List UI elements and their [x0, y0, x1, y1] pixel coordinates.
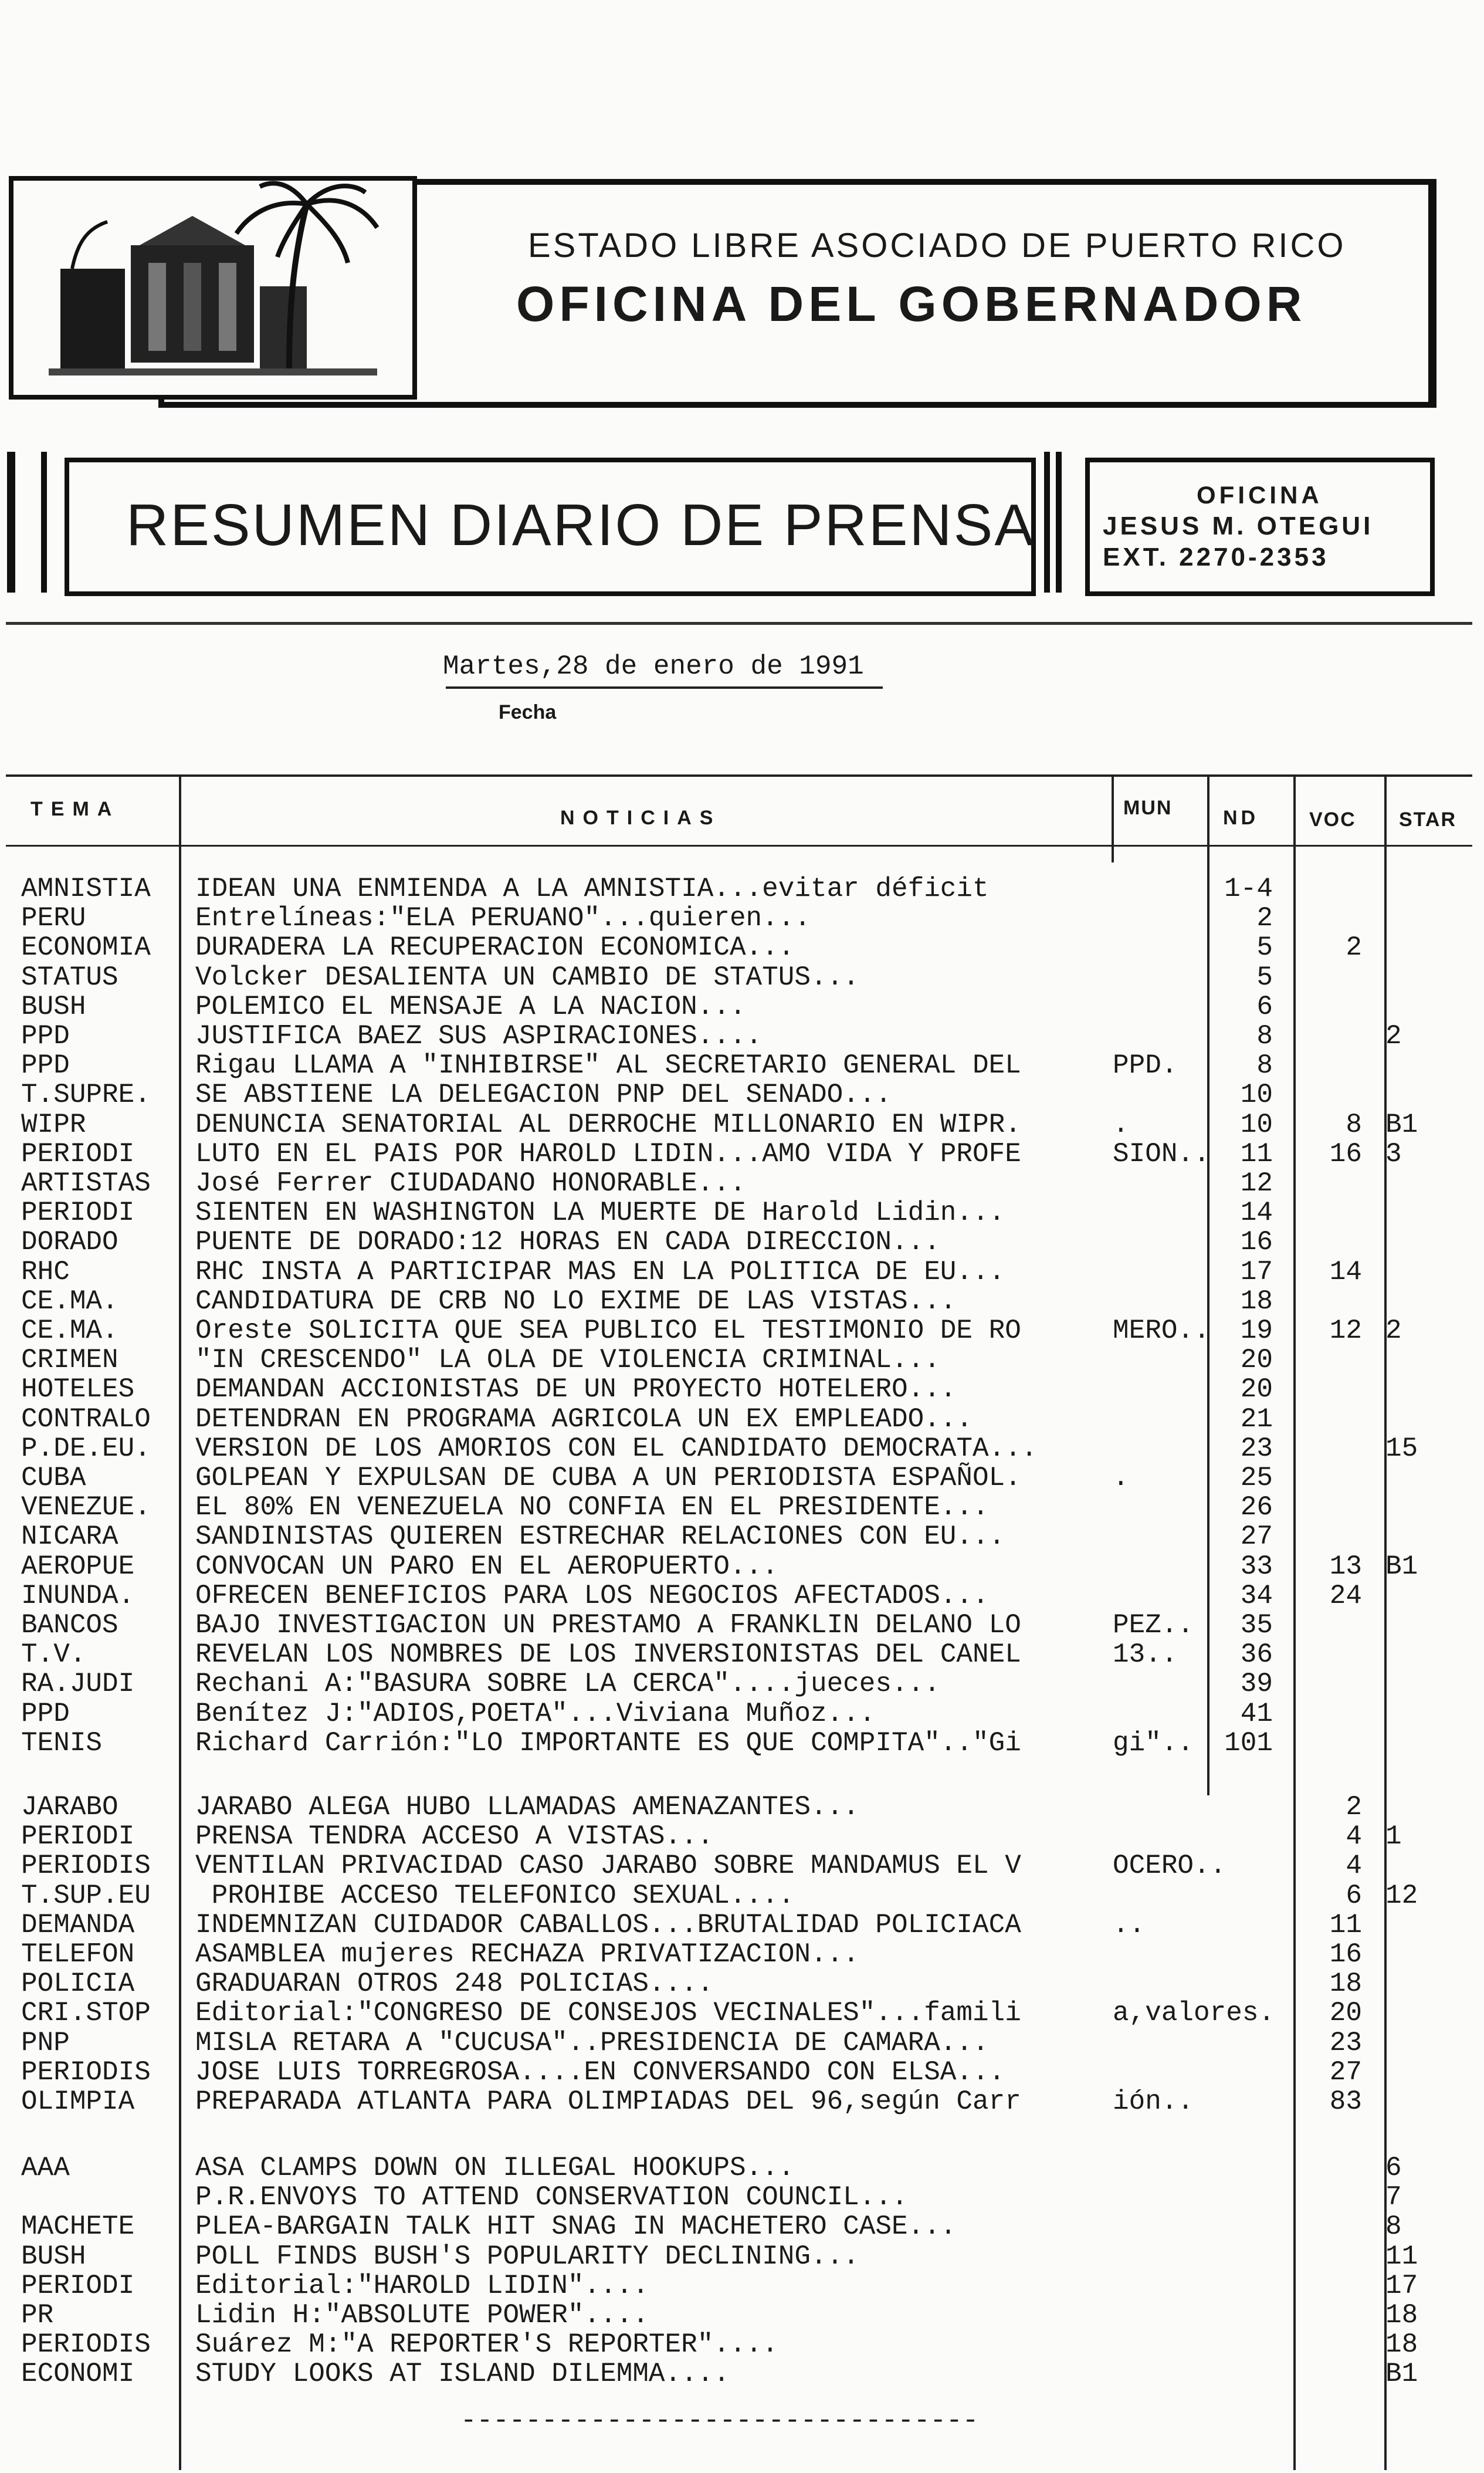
- row-voc: 27: [1329, 2057, 1362, 2088]
- row-noticia: OFRECEN BENEFICIOS PARA LOS NEGOCIOS AFECTADOS...: [195, 1581, 989, 1611]
- row-nd: 39: [1240, 1669, 1273, 1699]
- row-nd: 20: [1240, 1345, 1273, 1375]
- row-noticia: LUTO EN EL PAIS POR HAROLD LIDIN...AMO VIDA Y PROFE: [195, 1139, 1021, 1169]
- row-noticia: JUSTIFICA BAEZ SUS ASPIRACIONES....: [195, 1021, 763, 1051]
- row-tema: BANCOS: [21, 1610, 118, 1640]
- row-noticia: ASA CLAMPS DOWN ON ILLEGAL HOOKUPS...: [195, 2153, 795, 2183]
- row-star: 17: [1385, 2271, 1418, 2301]
- row-tema: T.SUP.EU: [21, 1880, 151, 1911]
- row-noticia: GRADUARAN OTROS 248 POLICIAS....: [195, 1968, 714, 1999]
- row-star: 2: [1385, 1315, 1402, 1346]
- row-noticia: SIENTEN EN WASHINGTON LA MUERTE DE Harold Lidin...: [195, 1197, 1005, 1228]
- row-tema: PR: [21, 2300, 54, 2330]
- row-tema: STATUS: [21, 962, 118, 993]
- row-tema: BUSH: [21, 992, 86, 1022]
- row-nd: 23: [1240, 1433, 1273, 1464]
- row-tema: ARTISTAS: [21, 1168, 151, 1199]
- row-noticia: Volcker DESALIENTA UN CAMBIO DE STATUS...: [195, 962, 859, 993]
- row-voc: 83: [1329, 2086, 1362, 2117]
- row-noticia: STUDY LOOKS AT ISLAND DILEMMA....: [195, 2359, 730, 2389]
- row-tema: RHC: [21, 1257, 70, 1287]
- row-tema: VENEZUE.: [21, 1492, 151, 1523]
- row-noticia: JARABO ALEGA HUBO LLAMADAS AMENAZANTES...: [195, 1792, 859, 1822]
- row-voc: 2: [1346, 1792, 1362, 1822]
- row-noticia: POLL FINDS BUSH'S POPULARITY DECLINING...: [195, 2241, 859, 2272]
- table-top-rule: [6, 774, 1472, 777]
- row-nd: 19: [1240, 1315, 1273, 1346]
- row-tema: PERIODIS: [21, 2057, 151, 2088]
- row-nd: 8: [1256, 1021, 1273, 1051]
- row-mun-overflow: a,valores.: [1113, 1998, 1275, 2028]
- row-star: 3: [1385, 1139, 1402, 1169]
- row-noticia: Richard Carrión:"LO IMPORTANTE ES QUE COMPITA".."Gi: [195, 1728, 1021, 1758]
- row-tema: WIPR: [21, 1109, 86, 1140]
- header-tema: TEMA: [31, 798, 120, 820]
- resumen-title: RESUMEN DIARIO DE PRENSA: [126, 492, 1036, 558]
- band-bar: [1056, 452, 1062, 593]
- row-nd: 21: [1240, 1404, 1273, 1435]
- row-noticia: VENTILAN PRIVACIDAD CASO JARABO SOBRE MANDAMUS EL V: [195, 1850, 1021, 1881]
- row-star: 8: [1385, 2211, 1402, 2242]
- row-mun-overflow: ..: [1113, 1910, 1146, 1940]
- header-noticias: NOTICIAS: [560, 807, 721, 829]
- row-noticia: MISLA RETARA A "CUCUSA"..PRESIDENCIA DE CAMARA...: [195, 2028, 989, 2058]
- row-nd: 2: [1256, 903, 1273, 933]
- column-divider: [1293, 774, 1296, 2470]
- row-nd: 36: [1240, 1639, 1273, 1670]
- row-voc: 4: [1346, 1850, 1362, 1881]
- row-tema: POLICIA: [21, 1968, 135, 1999]
- row-star: 2: [1385, 1021, 1402, 1051]
- row-noticia: VERSION DE LOS AMORIOS CON EL CANDIDATO DEMOCRATA...: [195, 1433, 1038, 1464]
- row-noticia: PUENTE DE DORADO:12 HORAS EN CADA DIRECCION...: [195, 1227, 940, 1257]
- row-noticia: JOSE LUIS TORREGROSA....EN CONVERSANDO CON ELSA...: [195, 2057, 1005, 2088]
- row-tema: AEROPUE: [21, 1551, 135, 1582]
- date-underline: [446, 686, 883, 689]
- row-tema: DEMANDA: [21, 1910, 135, 1940]
- row-noticia: SANDINISTAS QUIEREN ESTRECHAR RELACIONES CON EU...: [195, 1521, 1005, 1552]
- row-nd: 10: [1240, 1109, 1273, 1140]
- band-bar: [1044, 452, 1050, 593]
- row-star: 1: [1385, 1821, 1402, 1852]
- row-noticia: Editorial:"HAROLD LIDIN"....: [195, 2271, 649, 2301]
- row-tema: PNP: [21, 2028, 70, 2058]
- row-nd: 6: [1256, 992, 1273, 1022]
- row-star: 12: [1385, 1880, 1418, 1911]
- date-label: Fecha: [499, 701, 557, 723]
- table-header-rule: [6, 845, 1472, 847]
- row-nd: 5: [1256, 962, 1273, 993]
- row-tema: PERIODI: [21, 1197, 135, 1228]
- row-star: B1: [1385, 1109, 1418, 1140]
- row-nd: 17: [1240, 1257, 1273, 1287]
- row-star: B1: [1385, 1551, 1418, 1582]
- org-name-line1: ESTADO LIBRE ASOCIADO DE PUERTO RICO: [528, 226, 1346, 265]
- row-noticia: SE ABSTIENE LA DELEGACION PNP DEL SENADO...: [195, 1080, 892, 1110]
- header-nd: ND: [1223, 807, 1259, 829]
- office-contact-name: JESUS M. OTEGUI: [1103, 512, 1374, 540]
- row-noticia: DURADERA LA RECUPERACION ECONOMICA...: [195, 932, 795, 963]
- row-noticia: José Ferrer CIUDADANO HONORABLE...: [195, 1168, 746, 1199]
- row-nd: 33: [1240, 1551, 1273, 1582]
- row-noticia: IDEAN UNA ENMIENDA A LA AMNISTIA...evitar déficit: [195, 874, 989, 904]
- band-bar: [7, 452, 15, 593]
- row-nd: 14: [1240, 1197, 1273, 1228]
- row-tema: PERU: [21, 903, 86, 933]
- row-nd: 20: [1240, 1374, 1273, 1405]
- row-mun-overflow: gi"..: [1113, 1728, 1194, 1758]
- row-mun-overflow: .: [1113, 1463, 1129, 1493]
- row-noticia: "IN CRESCENDO" LA OLA DE VIOLENCIA CRIMINAL...: [195, 1345, 940, 1375]
- row-tema: CE.MA.: [21, 1286, 118, 1317]
- row-mun-overflow: OCERO..: [1113, 1850, 1226, 1881]
- row-noticia: Suárez M:"A REPORTER'S REPORTER"....: [195, 2329, 778, 2360]
- row-tema: INUNDA.: [21, 1581, 135, 1611]
- row-tema: MACHETE: [21, 2211, 135, 2242]
- row-tema: CUBA: [21, 1463, 86, 1493]
- date-value: Martes,28 de enero de 1991: [443, 651, 864, 682]
- row-mun-overflow: PPD.: [1113, 1050, 1178, 1081]
- row-tema: NICARA: [21, 1521, 118, 1552]
- row-mun-overflow: PEZ..: [1113, 1610, 1194, 1640]
- row-tema: CRI.STOP: [21, 1998, 151, 2028]
- row-noticia: DENUNCIA SENATORIAL AL DERROCHE MILLONARIO EN WIPR.: [195, 1109, 1021, 1140]
- row-star: 11: [1385, 2241, 1418, 2272]
- row-voc: 6: [1346, 1880, 1362, 1911]
- row-star: 7: [1385, 2182, 1402, 2212]
- row-noticia: Rigau LLAMA A "INHIBIRSE" AL SECRETARIO GENERAL DEL: [195, 1050, 1021, 1081]
- row-nd: 27: [1240, 1521, 1273, 1552]
- header-voc: VOC: [1309, 808, 1356, 831]
- row-nd: 18: [1240, 1286, 1273, 1317]
- row-nd: 35: [1240, 1610, 1273, 1640]
- row-voc: 8: [1346, 1109, 1362, 1140]
- office-extension: EXT. 2270-2353: [1103, 543, 1329, 571]
- row-tema: T.V.: [21, 1639, 86, 1670]
- row-noticia: P.R.ENVOYS TO ATTEND CONSERVATION COUNCIL...: [195, 2182, 908, 2212]
- row-nd: 11: [1240, 1139, 1273, 1169]
- row-nd: 12: [1240, 1168, 1273, 1199]
- row-tema: RA.JUDI: [21, 1669, 135, 1699]
- row-noticia: EL 80% EN VENEZUELA NO CONFIA EN EL PRESIDENTE...: [195, 1492, 989, 1523]
- row-nd: 5: [1256, 932, 1273, 963]
- logo: [9, 176, 417, 400]
- row-tema: ECONOMIA: [21, 932, 151, 963]
- row-noticia: Benítez J:"ADIOS,POETA"...Viviana Muñoz...: [195, 1699, 876, 1729]
- row-voc: 18: [1329, 1968, 1362, 1999]
- row-voc: 24: [1329, 1581, 1362, 1611]
- building-palm-engraving-icon: [13, 181, 412, 395]
- row-tema: JARABO: [21, 1792, 118, 1822]
- row-voc: 11: [1329, 1910, 1362, 1940]
- row-star: B1: [1385, 2359, 1418, 2389]
- row-star: 18: [1385, 2329, 1418, 2360]
- row-tema: T.SUPRE.: [21, 1080, 151, 1110]
- row-nd: 34: [1240, 1581, 1273, 1611]
- row-noticia: Lidin H:"ABSOLUTE POWER"....: [195, 2300, 649, 2330]
- footer-rule: --------------------------------: [460, 2406, 979, 2436]
- row-tema: TELEFON: [21, 1939, 135, 1970]
- office-label: OFICINA: [1197, 481, 1323, 509]
- row-voc: 23: [1329, 2028, 1362, 2058]
- row-tema: HOTELES: [21, 1374, 135, 1405]
- row-tema: CONTRALO: [21, 1404, 151, 1435]
- row-voc: 12: [1329, 1315, 1362, 1346]
- row-noticia: DETENDRAN EN PROGRAMA AGRICOLA UN EX EMPLEADO...: [195, 1404, 973, 1435]
- row-tema: AMNISTIA: [21, 874, 151, 904]
- row-noticia: Rechani A:"BASURA SOBRE LA CERCA"....jueces...: [195, 1669, 940, 1699]
- row-voc: 14: [1329, 1257, 1362, 1287]
- row-tema: PERIODI: [21, 1821, 135, 1852]
- row-mun-overflow: SION..: [1113, 1139, 1210, 1169]
- row-nd: 25: [1240, 1463, 1273, 1493]
- row-noticia: CANDIDATURA DE CRB NO LO EXIME DE LAS VISTAS...: [195, 1286, 957, 1317]
- row-noticia: RHC INSTA A PARTICIPAR MAS EN LA POLITICA DE EU...: [195, 1257, 1005, 1287]
- row-noticia: GOLPEAN Y EXPULSAN DE CUBA A UN PERIODISTA ESPAÑOL.: [195, 1463, 1021, 1493]
- row-mun-overflow: ión..: [1113, 2086, 1194, 2117]
- row-nd: 10: [1240, 1080, 1273, 1110]
- band-bar: [41, 452, 47, 593]
- row-tema: PERIODI: [21, 2271, 135, 2301]
- row-tema: PPD: [21, 1021, 70, 1051]
- header-mun: MUN: [1123, 797, 1173, 819]
- row-tema: PPD: [21, 1699, 70, 1729]
- row-voc: 13: [1329, 1551, 1362, 1582]
- column-divider: [1112, 774, 1114, 862]
- row-voc: 2: [1346, 932, 1362, 963]
- row-noticia: PREPARADA ATLANTA PARA OLIMPIADAS DEL 96,según Carr: [195, 2086, 1021, 2117]
- separator: [6, 622, 1472, 625]
- row-tema: PERIODIS: [21, 1850, 151, 1881]
- row-tema: ECONOMI: [21, 2359, 135, 2389]
- row-nd: 8: [1256, 1050, 1273, 1081]
- row-noticia: INDEMNIZAN CUIDADOR CABALLOS...BRUTALIDAD POLICIACA: [195, 1910, 1021, 1940]
- row-star: 18: [1385, 2300, 1418, 2330]
- row-mun-overflow: MERO..: [1113, 1315, 1210, 1346]
- row-voc: 16: [1329, 1139, 1362, 1169]
- row-noticia: PRENSA TENDRA ACCESO A VISTAS...: [195, 1821, 714, 1852]
- row-tema: PERIODIS: [21, 2329, 151, 2360]
- row-noticia: Oreste SOLICITA QUE SEA PUBLICO EL TESTIMONIO DE RO: [195, 1315, 1021, 1346]
- row-tema: DORADO: [21, 1227, 118, 1257]
- row-tema: P.DE.EU.: [21, 1433, 151, 1464]
- row-noticia: Editorial:"CONGRESO DE CONSEJOS VECINALES"...famili: [195, 1998, 1021, 2028]
- row-tema: OLIMPIA: [21, 2086, 135, 2117]
- row-voc: 16: [1329, 1939, 1362, 1970]
- column-divider: [1207, 774, 1209, 1795]
- row-tema: CE.MA.: [21, 1315, 118, 1346]
- row-noticia: DEMANDAN ACCIONISTAS DE UN PROYECTO HOTELERO...: [195, 1374, 957, 1405]
- header-star: STAR: [1399, 808, 1457, 831]
- row-mun-overflow: 13..: [1113, 1639, 1178, 1670]
- row-noticia: REVELAN LOS NOMBRES DE LOS INVERSIONISTAS DEL CANEL: [195, 1639, 1021, 1670]
- row-voc: 4: [1346, 1821, 1362, 1852]
- org-name-line2: OFICINA DEL GOBERNADOR: [516, 276, 1307, 331]
- row-tema: PERIODI: [21, 1139, 135, 1169]
- row-noticia: PLEA-BARGAIN TALK HIT SNAG IN MACHETERO CASE...: [195, 2211, 957, 2242]
- row-noticia: CONVOCAN UN PARO EN EL AEROPUERTO...: [195, 1551, 778, 1582]
- row-noticia: POLEMICO EL MENSAJE A LA NACION...: [195, 992, 746, 1022]
- row-nd: 41: [1240, 1699, 1273, 1729]
- row-mun-overflow: .: [1113, 1109, 1129, 1140]
- row-voc: 20: [1329, 1998, 1362, 2028]
- row-tema: PPD: [21, 1050, 70, 1081]
- column-divider: [179, 774, 181, 2470]
- row-tema: TENIS: [21, 1728, 103, 1758]
- row-nd: 101: [1224, 1728, 1273, 1758]
- row-nd: 1-4: [1224, 874, 1273, 904]
- row-star: 6: [1385, 2153, 1402, 2183]
- row-star: 15: [1385, 1433, 1418, 1464]
- row-nd: 16: [1240, 1227, 1273, 1257]
- row-tema: AAA: [21, 2153, 70, 2183]
- row-noticia: ASAMBLEA mujeres RECHAZA PRIVATIZACION...: [195, 1939, 859, 1970]
- row-noticia: Entrelíneas:"ELA PERUANO"...quieren...: [195, 903, 811, 933]
- row-tema: CRIMEN: [21, 1345, 118, 1375]
- row-tema: BUSH: [21, 2241, 86, 2272]
- row-noticia: BAJO INVESTIGACION UN PRESTAMO A FRANKLIN DELANO LO: [195, 1610, 1021, 1640]
- row-nd: 26: [1240, 1492, 1273, 1523]
- row-noticia: PROHIBE ACCESO TELEFONICO SEXUAL....: [195, 1880, 795, 1911]
